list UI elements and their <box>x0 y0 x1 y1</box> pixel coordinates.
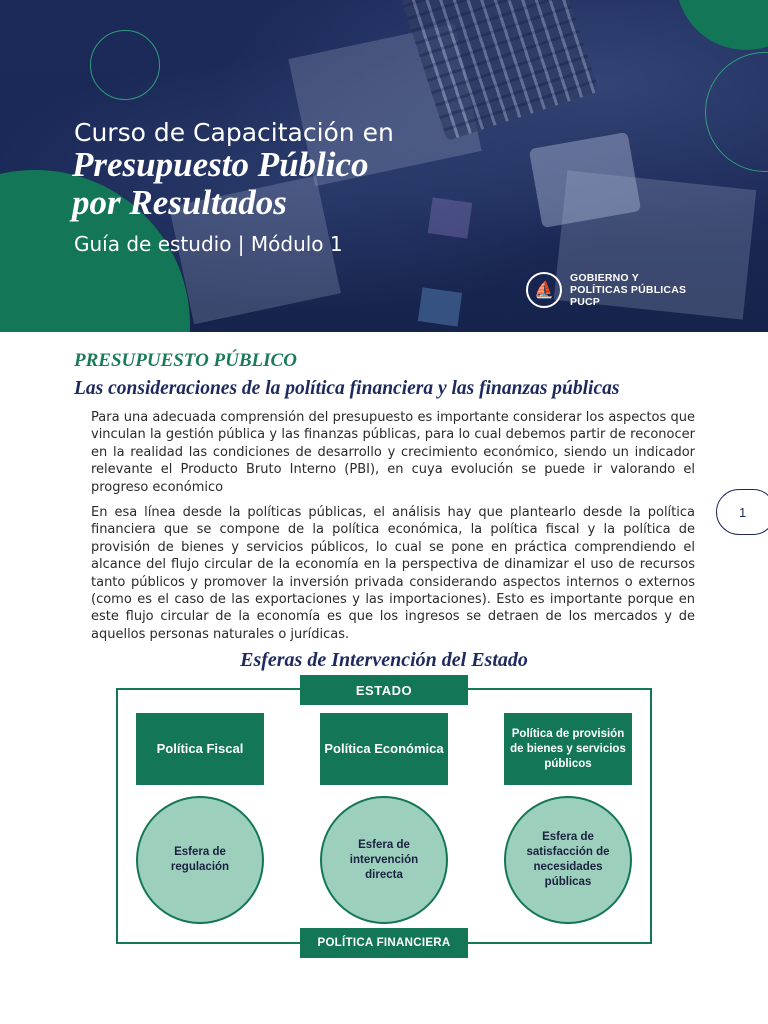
policy-box-economica: Política Económica <box>320 713 448 785</box>
course-title-line: Presupuesto Público <box>72 145 369 184</box>
logo-text <box>570 272 686 308</box>
section-title: PRESUPUESTO PÚBLICO <box>74 350 297 371</box>
decorative-circle <box>676 0 768 50</box>
estado-label: ESTADO <box>300 675 468 705</box>
policy-box-provision: Política de provisión de bienes y servicios públicos <box>504 713 632 785</box>
background-sticky-note <box>418 287 462 326</box>
course-title <box>72 146 369 222</box>
sphere-intervencion: Esfera de intervención directa <box>320 796 448 924</box>
logo-line: PUCP <box>570 296 600 308</box>
section-subtitle: Las consideraciones de la política financiera y las finanzas públicas <box>74 378 620 399</box>
institution-logo <box>526 272 686 308</box>
page-number: 1 <box>716 489 768 535</box>
diagram-title: Esferas de Intervención del Estado <box>240 649 528 671</box>
politica-financiera-label: POLÍTICA FINANCIERA <box>300 928 468 958</box>
policy-box-fiscal: Política Fiscal <box>136 713 264 785</box>
paragraph: En esa línea desde la políticas públicas, el análisis hay que plantearlo desde la política financiera que se compone de la política económica, la política fiscal y la política de provisión de bienes y servicios públicos, lo cual se pone en práctica comprendiendo el alcance del flujo circular de la economía en la perspectiva de dinamizar el uso de recursos tanto públicos y promover la inversión privada considerando aspectos internos o externos (como es el caso de las exportaciones y las importaciones). Esto es importante porque en este flujo circular de la economía es que los ingresos se detraen de los mercados y de aquellos personas naturales o jurídicas. <box>91 505 695 642</box>
logo-line: POLÍTICAS PÚBLICAS <box>570 284 687 296</box>
background-sticky-note <box>428 197 473 238</box>
course-subtitle: Guía de estudio | Módulo 1 <box>74 232 343 256</box>
logo-line: GOBIERNO Y <box>570 272 639 284</box>
paragraph: Para una adecuada comprensión del presupuesto es importante considerar los aspectos que vinculan la gestión pública y las finanzas públicas, para lo cual debemos partir de reconocer en la realidad las condiciones de desarrollo y crecimiento económico, siendo un indicador relevante el Producto Bruto Interno (PBI), en cuya evolución se puede ir valorando el progreso económico <box>91 410 695 495</box>
background-calculator <box>529 132 641 228</box>
sphere-regulacion: Esfera de regulación <box>136 796 264 924</box>
course-title-line: por Resultados <box>72 183 287 222</box>
sphere-satisfaccion: Esfera de satisfacción de necesidades públicas <box>504 796 632 924</box>
decorative-ring <box>705 52 768 172</box>
decorative-ring <box>90 30 160 100</box>
header-banner <box>0 0 768 332</box>
course-label: Curso de Capacitación en <box>74 118 394 147</box>
ship-emblem-icon: ⛵ <box>526 272 562 308</box>
